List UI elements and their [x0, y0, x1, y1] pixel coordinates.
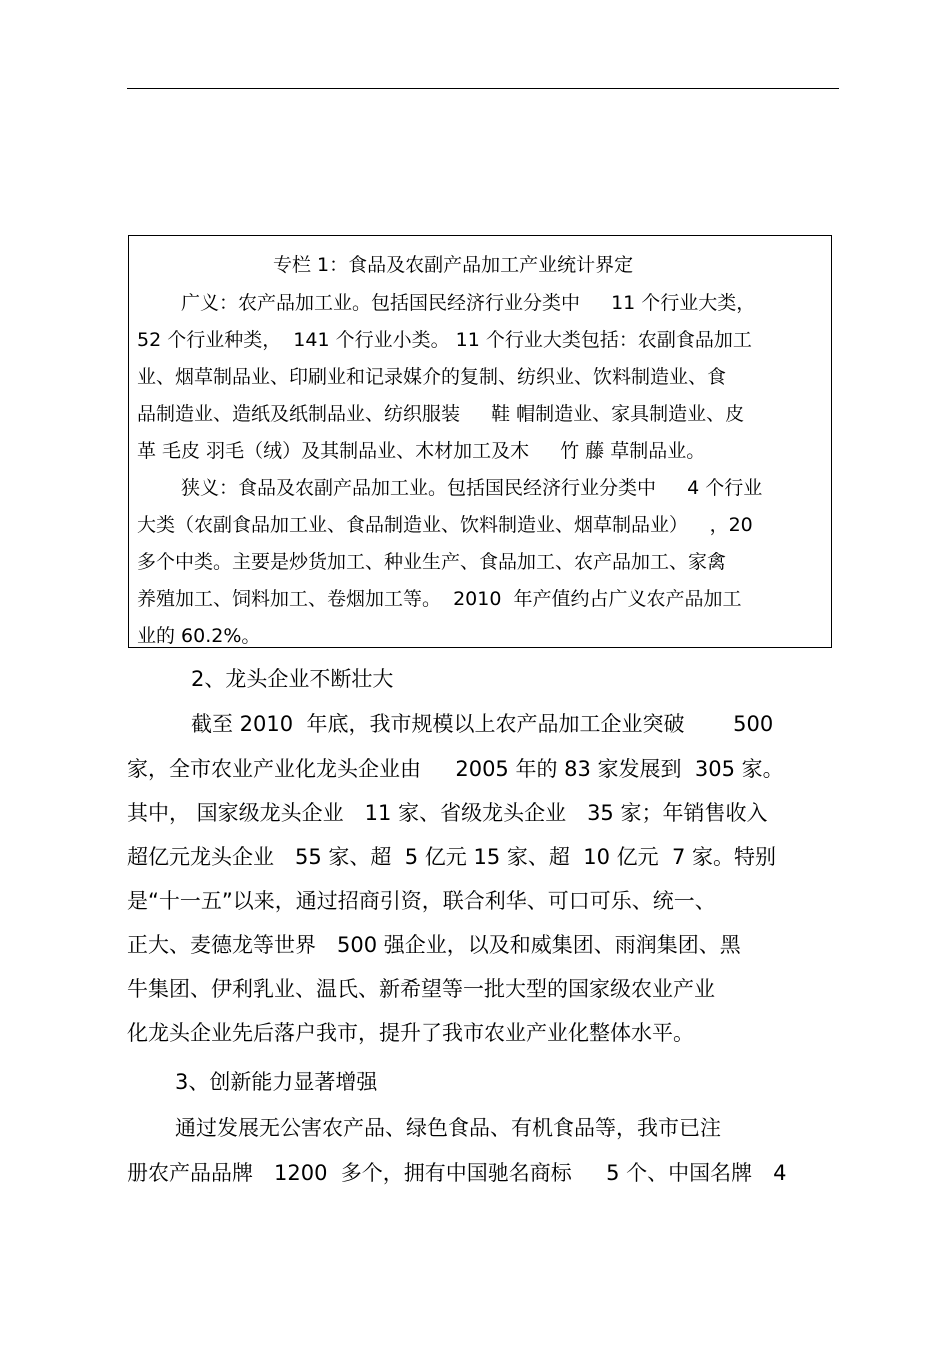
box-title: 专栏 1：食品及农副产品加工产业统计界定 — [273, 254, 634, 276]
box-line: 养殖加工、饲料加工、卷烟加工等。 2010 年产值约占广义农产品加工 — [137, 588, 742, 610]
box-line: 多个中类。主要是炒货加工、种业生产、食品加工、农产品加工、家禽 — [137, 551, 727, 573]
section-heading: 2、龙头企业不断壮大 — [191, 667, 394, 691]
paragraph-line: 化龙头企业先后落户我市，提升了我市农业产业化整体水平。 — [127, 1021, 694, 1045]
box-line: 业的 60.2%。 — [137, 625, 261, 647]
paragraph-line: 家，全市农业产业化龙头企业由 2005 年的 83 家发展到 305 家。 — [127, 757, 784, 781]
paragraph-line: 牛集团、伊利乳业、温氏、新希望等一批大型的国家级农业产业 — [127, 977, 715, 1001]
paragraph-line: 其中， 国家级龙头企业 11 家、省级龙头企业 35 家；年销售收入 — [127, 801, 768, 825]
box-line: 大类（农副食品加工业、食品制造业、饮料制造业、烟草制品业） ，20 — [137, 514, 753, 536]
paragraph-line: 超亿元龙头企业 55 家、超 5 亿元 15 家、超 10 亿元 7 家。特别 — [127, 845, 776, 869]
paragraph-line: 截至 2010 年底，我市规模以上农产品加工企业突破 500 — [191, 712, 774, 736]
paragraph-line: 正大、麦德龙等世界 500 强企业，以及和威集团、雨润集团、黑 — [127, 933, 741, 957]
box-line: 业、烟草制品业、印刷业和记录媒介的复制、纺织业、饮料制造业、食 — [137, 366, 727, 388]
box-line: 品制造业、造纸及纸制品业、纺织服装 鞋 帽制造业、家具制造业、皮 — [137, 403, 745, 425]
box-line: 革 毛皮 羽毛（绒）及其制品业、木材加工及木 竹 藤 草制品业。 — [137, 440, 706, 462]
section-heading: 3、创新能力显著增强 — [175, 1070, 378, 1094]
box-line: 狭义：食品及农副产品加工业。包括国民经济行业分类中 4 个行业 — [181, 477, 763, 499]
header-rule — [127, 88, 839, 89]
paragraph-line: 通过发展无公害农产品、绿色食品、有机食品等，我市已注 — [175, 1116, 721, 1140]
paragraph-line: 册农产品品牌 1200 多个，拥有中国驰名商标 5 个、中国名牌 4 — [127, 1161, 787, 1185]
box-line: 52 个行业种类， 141 个行业小类。 11 个行业大类包括：农副食品加工 — [137, 329, 752, 351]
box-line: 广义：农产品加工业。包括国民经济行业分类中 11 个行业大类， — [181, 292, 756, 314]
paragraph-line: 是“十一五”以来，通过招商引资，联合利华、可口可乐、统一、 — [127, 889, 716, 913]
sidebar-box — [128, 235, 832, 648]
